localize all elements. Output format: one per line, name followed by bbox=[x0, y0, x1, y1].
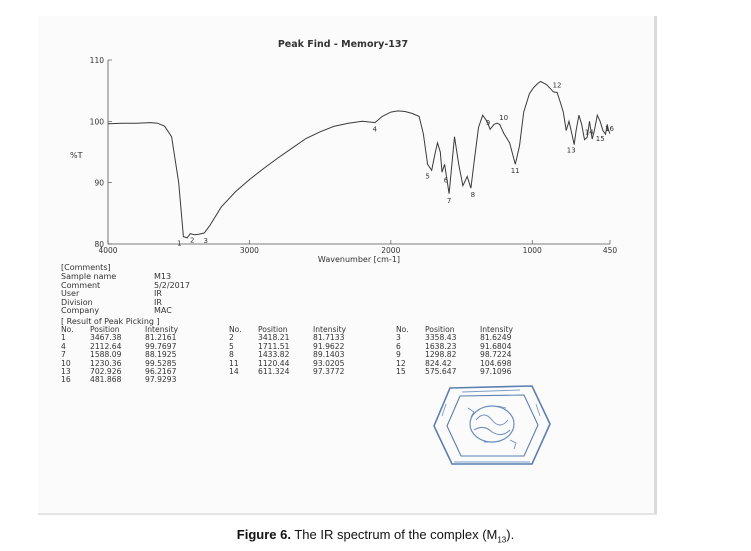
peak-table-cell: 824.42 bbox=[425, 358, 452, 368]
peak-table-row bbox=[396, 360, 540, 368]
comment-value: IR bbox=[154, 297, 162, 307]
peak-table-row bbox=[61, 368, 205, 376]
peak-table-block bbox=[396, 326, 540, 376]
comment-label: Company bbox=[61, 306, 100, 316]
peak-table-row bbox=[396, 334, 540, 342]
peak-table-row bbox=[61, 360, 205, 368]
comment-value: M13 bbox=[154, 272, 172, 281]
peak-table-cell: Position bbox=[90, 325, 120, 334]
peak-table-cell: 91.6804 bbox=[480, 341, 512, 351]
peak-table-row bbox=[229, 351, 373, 359]
chart-ticks bbox=[90, 56, 618, 255]
comment-row bbox=[61, 282, 190, 291]
peak-table-cell: 575.647 bbox=[425, 367, 457, 377]
y-tick-label: 100 bbox=[89, 117, 104, 127]
peak-table-cell: 9 bbox=[396, 350, 401, 360]
peak-table-cell: 96.2167 bbox=[145, 367, 177, 377]
peak-label: 5 bbox=[425, 172, 430, 181]
peak-table-cell: 89.1403 bbox=[313, 350, 345, 360]
peak-label: 16 bbox=[605, 125, 614, 134]
peak-table-header-row bbox=[229, 326, 373, 334]
peak-table-cell: Position bbox=[425, 325, 455, 334]
peak-label: 12 bbox=[552, 81, 562, 90]
peak-table-row bbox=[229, 368, 373, 376]
peak-table-cell: 702.926 bbox=[90, 367, 122, 377]
peak-table-cell: 2112.64 bbox=[90, 341, 122, 351]
peak-label: 3 bbox=[203, 237, 208, 246]
caption-end: ). bbox=[506, 527, 515, 542]
peak-label: 6 bbox=[443, 176, 449, 185]
x-tick-label: 450 bbox=[602, 246, 618, 255]
peak-table-cell: No. bbox=[396, 325, 409, 334]
peak-table-cell: 88.1925 bbox=[145, 350, 177, 360]
peak-table-cell: 81.2161 bbox=[145, 333, 177, 343]
caption-figure-number: Figure 6. bbox=[236, 527, 291, 542]
x-tick-label: 1000 bbox=[522, 246, 542, 255]
peak-table-header-row bbox=[61, 326, 205, 334]
peak-table-cell: 97.9293 bbox=[145, 375, 177, 385]
x-axis-label: Wavenumber [cm-1] bbox=[317, 255, 401, 264]
comment-value: 5/2/2017 bbox=[154, 280, 190, 290]
peak-table-cell: 611.324 bbox=[258, 367, 290, 377]
y-axis-label: %T bbox=[70, 151, 83, 160]
peak-table-cell: 3 bbox=[396, 333, 401, 343]
peak-table-row bbox=[229, 360, 373, 368]
peak-label: 13 bbox=[566, 146, 576, 155]
peak-table-row bbox=[61, 343, 205, 351]
peak-table-cell: No. bbox=[61, 325, 74, 334]
peak-table-cell: 2 bbox=[229, 333, 234, 343]
x-tick-label: 4000 bbox=[98, 246, 118, 255]
peak-table-cell: 3467.38 bbox=[90, 333, 122, 343]
peak-table-row bbox=[229, 334, 373, 342]
comments-header: [Comments] bbox=[61, 263, 111, 272]
peak-table-cell: Intensity bbox=[313, 325, 347, 334]
y-tick-label: 110 bbox=[89, 56, 104, 65]
peak-table-row bbox=[396, 368, 540, 376]
peak-label: 8 bbox=[470, 190, 476, 199]
peak-table-cell: 3358.43 bbox=[425, 333, 457, 343]
peak-table-cell: 3418.21 bbox=[258, 333, 290, 343]
peak-table-cell: 6 bbox=[396, 341, 401, 351]
comment-value: IR bbox=[154, 289, 162, 299]
peak-table-cell: 4 bbox=[61, 341, 66, 351]
peak-label: 9 bbox=[485, 119, 491, 128]
peak-table-cell: No. bbox=[229, 325, 242, 334]
peak-table-cell: 16 bbox=[61, 375, 71, 385]
peak-table-cell: 91.9622 bbox=[313, 341, 345, 351]
peak-table-row bbox=[396, 351, 540, 359]
peak-table-cell: 1298.82 bbox=[425, 350, 457, 360]
peak-table-cell: 1711.51 bbox=[258, 341, 290, 351]
peak-table-cell: 97.1096 bbox=[480, 367, 512, 377]
peak-table-cell: 98.7224 bbox=[480, 350, 512, 360]
peak-label: 11 bbox=[510, 167, 520, 176]
comment-label: User bbox=[61, 289, 80, 299]
y-tick-label: 90 bbox=[94, 178, 104, 188]
chart-title: Peak Find - Memory-137 bbox=[277, 39, 409, 50]
peak-label: 1 bbox=[177, 239, 182, 248]
comment-label: Division bbox=[61, 297, 93, 307]
peak-table-cell: 8 bbox=[229, 350, 234, 360]
peak-table-block bbox=[61, 326, 205, 385]
peak-label: 7 bbox=[446, 196, 452, 205]
caption-text: The IR spectrum of the complex (M bbox=[290, 527, 498, 542]
laboratory-stamp bbox=[428, 380, 558, 470]
peak-table-cell: 99.7697 bbox=[145, 341, 177, 351]
peak-table-cell: 11 bbox=[229, 358, 239, 368]
peak-table-cell: 12 bbox=[396, 358, 406, 368]
peak-label: 10 bbox=[499, 114, 509, 123]
x-tick-label: 2000 bbox=[381, 246, 401, 255]
peak-table-cell: 481.868 bbox=[90, 375, 122, 385]
peak-table-cell: 1 bbox=[61, 333, 66, 343]
peak-table-cell: 81.7133 bbox=[313, 333, 345, 343]
peak-table-header: [ Result of Peak Picking ] bbox=[61, 317, 160, 326]
x-tick-label: 3000 bbox=[239, 246, 259, 255]
comment-value: MAC bbox=[154, 306, 172, 316]
peak-table-row bbox=[229, 343, 373, 351]
peak-table-cell: 1230.36 bbox=[90, 358, 122, 368]
peak-table-cell: 104.698 bbox=[480, 358, 512, 368]
peak-label: 15 bbox=[595, 135, 605, 144]
figure-caption bbox=[0, 527, 751, 545]
peak-label: 14 bbox=[584, 128, 594, 137]
peak-table-row bbox=[396, 343, 540, 351]
peak-table-cell: 13 bbox=[61, 367, 71, 377]
peak-label: 4 bbox=[372, 125, 378, 134]
peak-table-cell: 1120.44 bbox=[258, 358, 290, 368]
peak-table-cell: 99.5285 bbox=[145, 358, 177, 368]
peak-table-cell: 7 bbox=[61, 350, 66, 360]
peak-labels bbox=[177, 82, 614, 248]
chart-axes bbox=[108, 60, 610, 244]
peak-table-cell: 81.6249 bbox=[480, 333, 512, 343]
peak-table-cell: Position bbox=[258, 325, 288, 334]
spectrum-line bbox=[108, 82, 610, 238]
peak-table-cell: Intensity bbox=[145, 325, 179, 334]
y-tick-label: 80 bbox=[94, 240, 104, 249]
comment-label: Sample name bbox=[61, 272, 117, 281]
caption-subscript: 13 bbox=[497, 535, 507, 545]
peak-table-cell: 14 bbox=[229, 367, 239, 377]
peak-table-cell: 97.3772 bbox=[313, 367, 345, 377]
comment-row bbox=[61, 307, 190, 316]
peak-table-cell: 1433.82 bbox=[258, 350, 290, 360]
peak-label: 2 bbox=[190, 236, 195, 245]
peak-table-block bbox=[229, 326, 373, 376]
peak-table-cell: 93.0205 bbox=[313, 358, 345, 368]
peak-table-cell: 1638.23 bbox=[425, 341, 457, 351]
peak-table-cell: 1588.09 bbox=[90, 350, 122, 360]
peak-table-header-row bbox=[396, 326, 540, 334]
peak-table-row bbox=[61, 351, 205, 359]
comment-label: Comment bbox=[61, 280, 101, 290]
peak-table-cell: 5 bbox=[229, 341, 234, 351]
peak-table-row bbox=[61, 376, 205, 384]
comments-block bbox=[61, 273, 190, 316]
peak-table-cell: 15 bbox=[396, 367, 406, 377]
peak-table-cell: 10 bbox=[61, 358, 71, 368]
peak-table-cell: Intensity bbox=[480, 325, 514, 334]
peak-table-row bbox=[61, 334, 205, 342]
